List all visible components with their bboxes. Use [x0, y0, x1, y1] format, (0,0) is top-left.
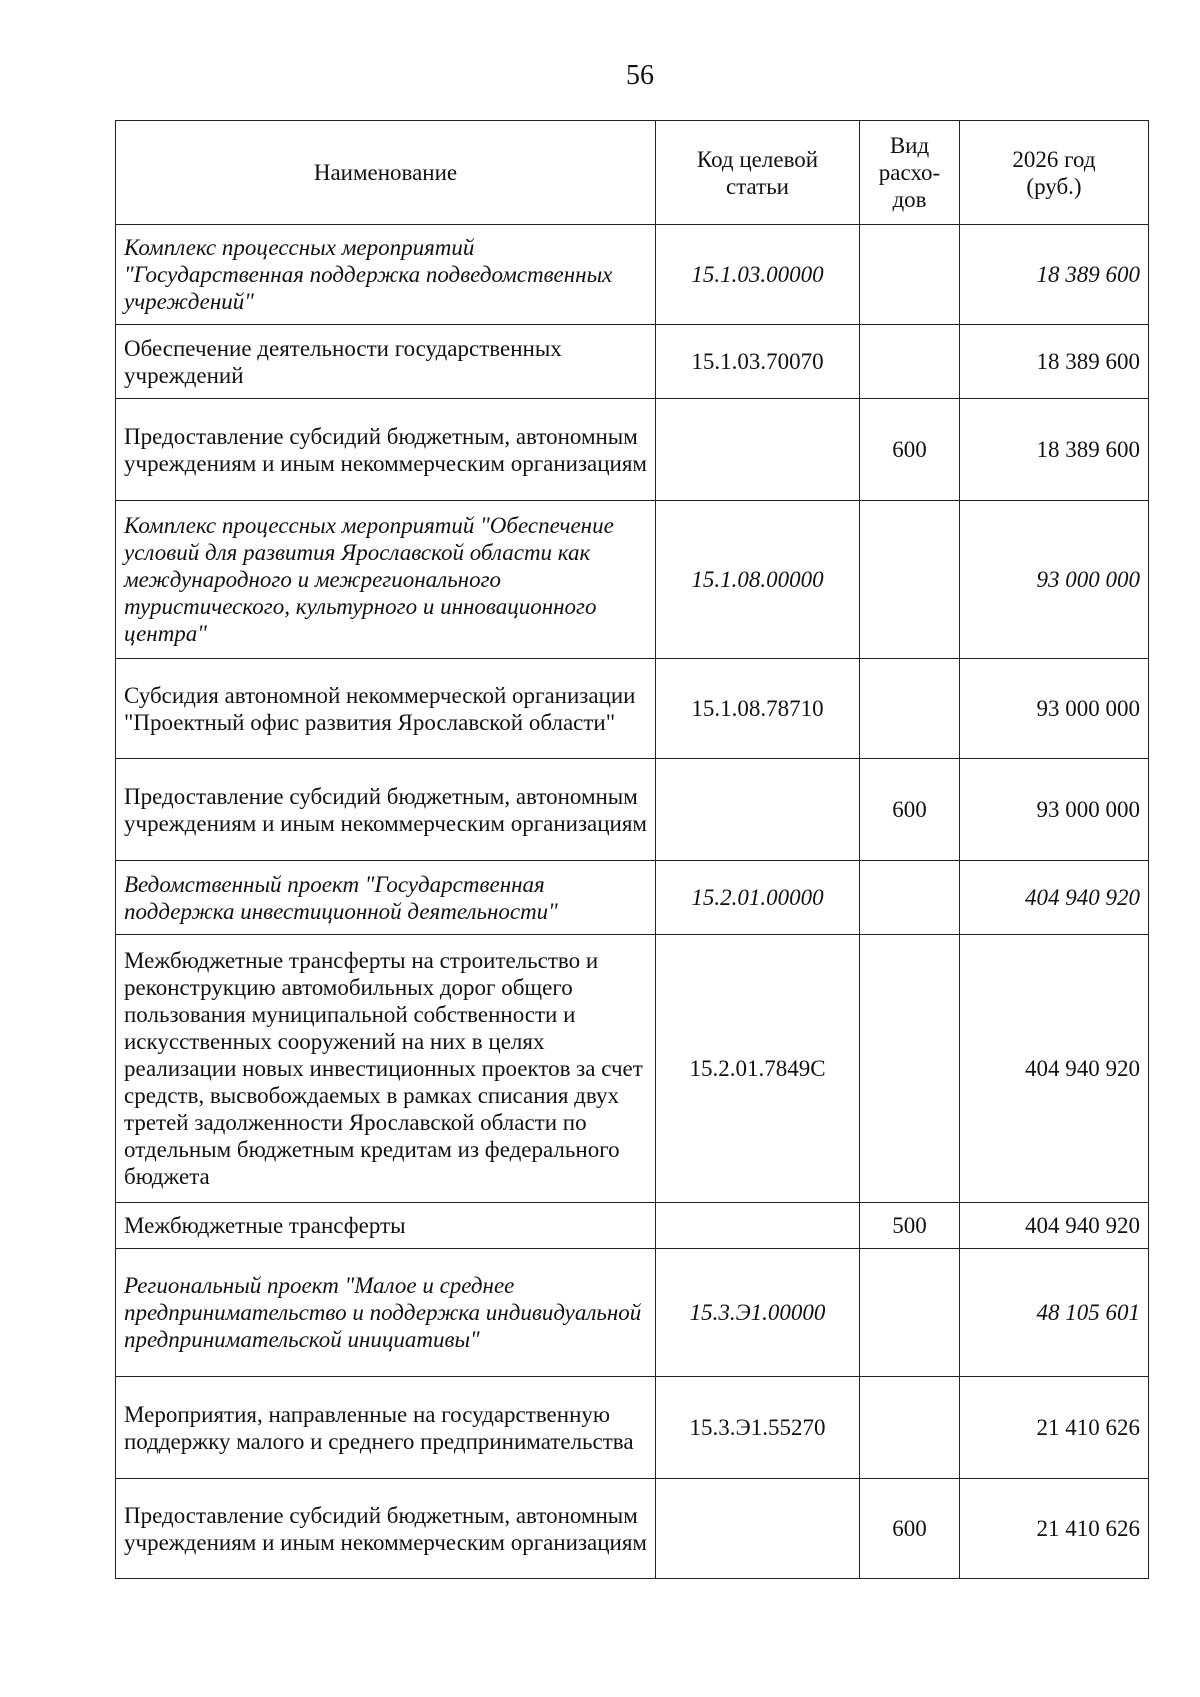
- page-number: 56: [626, 60, 654, 91]
- row-amount: 93 000 000: [960, 501, 1149, 659]
- row-name: Обеспечение деятельности государственных учреждений: [116, 325, 656, 399]
- table-row: [116, 759, 1149, 861]
- table-row: [116, 1377, 1149, 1479]
- row-kind: [860, 1377, 960, 1479]
- row-name: Субсидия автономной некоммерческой организации "Проектный офис развития Ярославской области": [116, 659, 656, 759]
- row-name: Предоставление субсидий бюджетным, автономным учреждениям и иным некоммерческим организациям: [116, 759, 656, 861]
- row-amount: 93 000 000: [960, 659, 1149, 759]
- table-row: [116, 935, 1149, 1203]
- row-code: 15.1.08.00000: [656, 501, 860, 659]
- table-row: [116, 659, 1149, 759]
- row-code: 15.1.08.78710: [656, 659, 860, 759]
- row-name: Комплекс процессных мероприятий "Обеспечение условий для развития Ярославской области как международного и межрегионального туристического, культурного и инновационного центра": [116, 501, 656, 659]
- header-kind: Вид расхо-дов: [860, 121, 960, 225]
- row-code: 15.1.03.70070: [656, 325, 860, 399]
- row-amount: 404 940 920: [960, 861, 1149, 935]
- row-code: 15.2.01.7849С: [656, 935, 860, 1203]
- row-kind: [860, 861, 960, 935]
- table-header-row: [116, 121, 1149, 225]
- row-name: Предоставление субсидий бюджетным, автономным учреждениям и иным некоммерческим организациям: [116, 1479, 656, 1579]
- table-row: [116, 325, 1149, 399]
- row-amount: 18 389 600: [960, 399, 1149, 501]
- row-kind: [860, 935, 960, 1203]
- header-year: 2026 год (руб.): [960, 121, 1149, 225]
- row-amount: 18 389 600: [960, 325, 1149, 399]
- header-code: Код целевой статьи: [656, 121, 860, 225]
- row-kind: [860, 1249, 960, 1377]
- row-kind: [860, 659, 960, 759]
- table-row: [116, 399, 1149, 501]
- row-code: [656, 1203, 860, 1249]
- row-name: Межбюджетные трансферты: [116, 1203, 656, 1249]
- row-name: Региональный проект "Малое и среднее предпринимательство и поддержка индивидуальной предпринимательской инициативы": [116, 1249, 656, 1377]
- row-name: Комплекс процессных мероприятий "Государственная поддержка подведомственных учреждений": [116, 225, 656, 325]
- row-code: [656, 1479, 860, 1579]
- table-row: [116, 1479, 1149, 1579]
- budget-table: [115, 120, 1149, 1579]
- row-code: [656, 759, 860, 861]
- row-name: Предоставление субсидий бюджетным, автономным учреждениям и иным некоммерческим организациям: [116, 399, 656, 501]
- table-row: [116, 1203, 1149, 1249]
- header-name: Наименование: [116, 121, 656, 225]
- row-kind: [860, 325, 960, 399]
- row-amount: 404 940 920: [960, 1203, 1149, 1249]
- row-kind: 600: [860, 1479, 960, 1579]
- row-amount: 21 410 626: [960, 1479, 1149, 1579]
- row-amount: 18 389 600: [960, 225, 1149, 325]
- row-name: Ведомственный проект "Государственная поддержка инвестиционной деятельности": [116, 861, 656, 935]
- row-kind: [860, 225, 960, 325]
- row-kind: 500: [860, 1203, 960, 1249]
- row-amount: 404 940 920: [960, 935, 1149, 1203]
- row-amount: 21 410 626: [960, 1377, 1149, 1479]
- row-amount: 93 000 000: [960, 759, 1149, 861]
- row-kind: 600: [860, 399, 960, 501]
- row-amount: 48 105 601: [960, 1249, 1149, 1377]
- table-row: [116, 501, 1149, 659]
- row-kind: [860, 501, 960, 659]
- row-name: Мероприятия, направленные на государственную поддержку малого и среднего предпринимательства: [116, 1377, 656, 1479]
- row-kind: 600: [860, 759, 960, 861]
- row-code: 15.3.Э1.00000: [656, 1249, 860, 1377]
- row-code: [656, 399, 860, 501]
- table-row: [116, 1249, 1149, 1377]
- row-code: 15.1.03.00000: [656, 225, 860, 325]
- row-code: 15.3.Э1.55270: [656, 1377, 860, 1479]
- row-name: Межбюджетные трансферты на строительство и реконструкцию автомобильных дорог общего пользования муниципальной собственности и искусственных сооружений на них в целях реализации новых инвестиционных проектов за счет средств, высвобождаемых в рамках списания двух третей задолженности Ярославской области по отдельным бюджетным кредитам из федерального бюджета: [116, 935, 656, 1203]
- row-code: 15.2.01.00000: [656, 861, 860, 935]
- table-row: [116, 225, 1149, 325]
- table-row: [116, 861, 1149, 935]
